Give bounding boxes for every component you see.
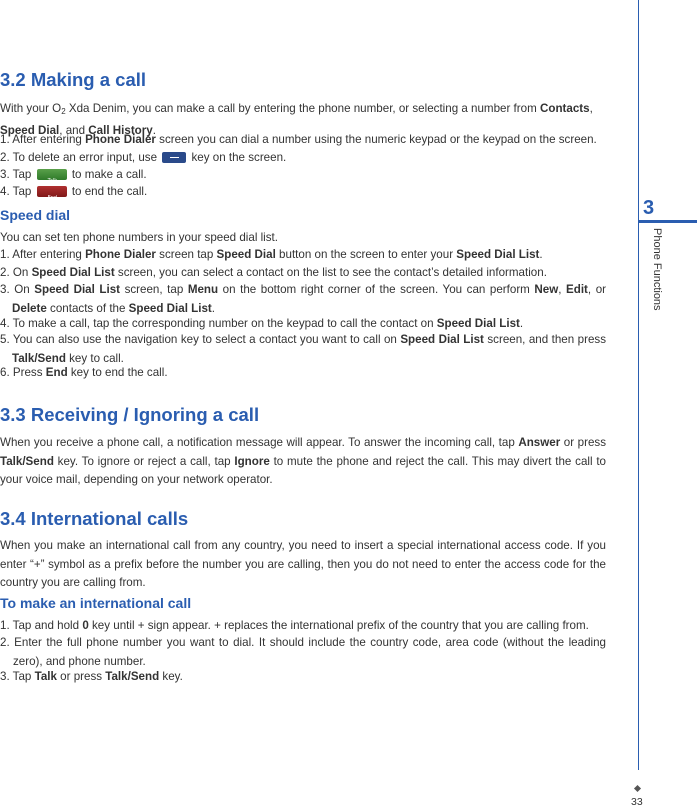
diamond-icon	[634, 785, 641, 792]
section-3-2-heading: 3.2 Making a call	[0, 69, 147, 90]
speed-intro: You can set ten phone numbers in your speed dial list.	[0, 231, 279, 244]
s34-step-1: 1. Tap and hold 0 key until + sign appear. + replaces the international prefix of the country that you are calling from.	[0, 619, 589, 632]
s34-step-2: 2. Enter the full phone number you want to dial. It should include the country code, area code (without the leading zero), and phone number.	[0, 636, 606, 668]
page-number: 33	[631, 796, 643, 808]
s32-step-2: 2. To delete an error input, use key on the screen.	[0, 151, 287, 164]
s34-body: When you make an international call from any country, you need to insert a special international access code. If you enter “+” symbol as a prefix before the number you are calling, then you do not need to enter the access code for the country you are calling from.	[0, 539, 606, 590]
chapter-label: Phone Functions	[651, 228, 663, 311]
speed-step-3: 3. On Speed Dial List screen, tap Menu on the bottom right corner of the screen. You can perform New, Edit, or Delete contacts of the Speed Dial List.	[0, 283, 607, 315]
s32-step-3: 3. Tap Talk to make a call.	[0, 168, 147, 184]
chapter-number: 3	[643, 197, 655, 219]
s33-body: When you receive a phone call, a notification message will appear. To answer the incoming call, tap Answer or press Talk/Send key. To ignore or reject a call, tap Ignore to mute the phone and reject the call. This may divert the call to your voice mail, depending on your network operator.	[0, 436, 606, 487]
speed-step-6: 6. Press End key to end the call.	[0, 366, 168, 379]
speed-step-5: 5. You can also use the navigation key to select a contact you want to call on Speed Dial List screen, and then press Talk/Send key to call.	[0, 333, 606, 365]
section-3-4-heading: 3.4 International calls	[0, 508, 189, 529]
speed-step-2: 2. On Speed Dial List screen, you can select a contact on the list to see the contact’s detailed information.	[0, 266, 547, 279]
s32-step-1: 1. After entering Phone Dialer screen you can dial a number using the numeric keypad or the keypad on the screen.	[0, 133, 597, 146]
speed-step-4: 4. To make a call, tap the corresponding number on the keypad to call the contact on Speed Dial List.	[0, 317, 524, 330]
international-call-heading: To make an international call	[0, 595, 192, 611]
s32-step-4: 4. Tap End to end the call.	[0, 185, 148, 201]
speed-step-1: 1. After entering Phone Dialer screen tap Speed Dial button on the screen to enter your Speed Dial List.	[0, 248, 543, 261]
s34-step-3: 3. Tap Talk or press Talk/Send key.	[0, 670, 183, 683]
s32-intro: With your $O_2$ Xda Denim, you can make a call by entering the phone number, or selecting a number from Contacts, Speed Dial, and Call History.	[0, 102, 593, 137]
talk-key-icon: Talk	[37, 169, 67, 180]
speed-dial-heading: Speed dial	[0, 207, 71, 223]
section-3-3-heading: 3.3 Receiving / Ignoring a call	[0, 404, 260, 425]
end-key-icon: End	[37, 186, 67, 197]
chapter-tab-bar	[638, 220, 697, 223]
sidebar-rule	[638, 0, 639, 770]
back-key-icon	[162, 152, 186, 163]
